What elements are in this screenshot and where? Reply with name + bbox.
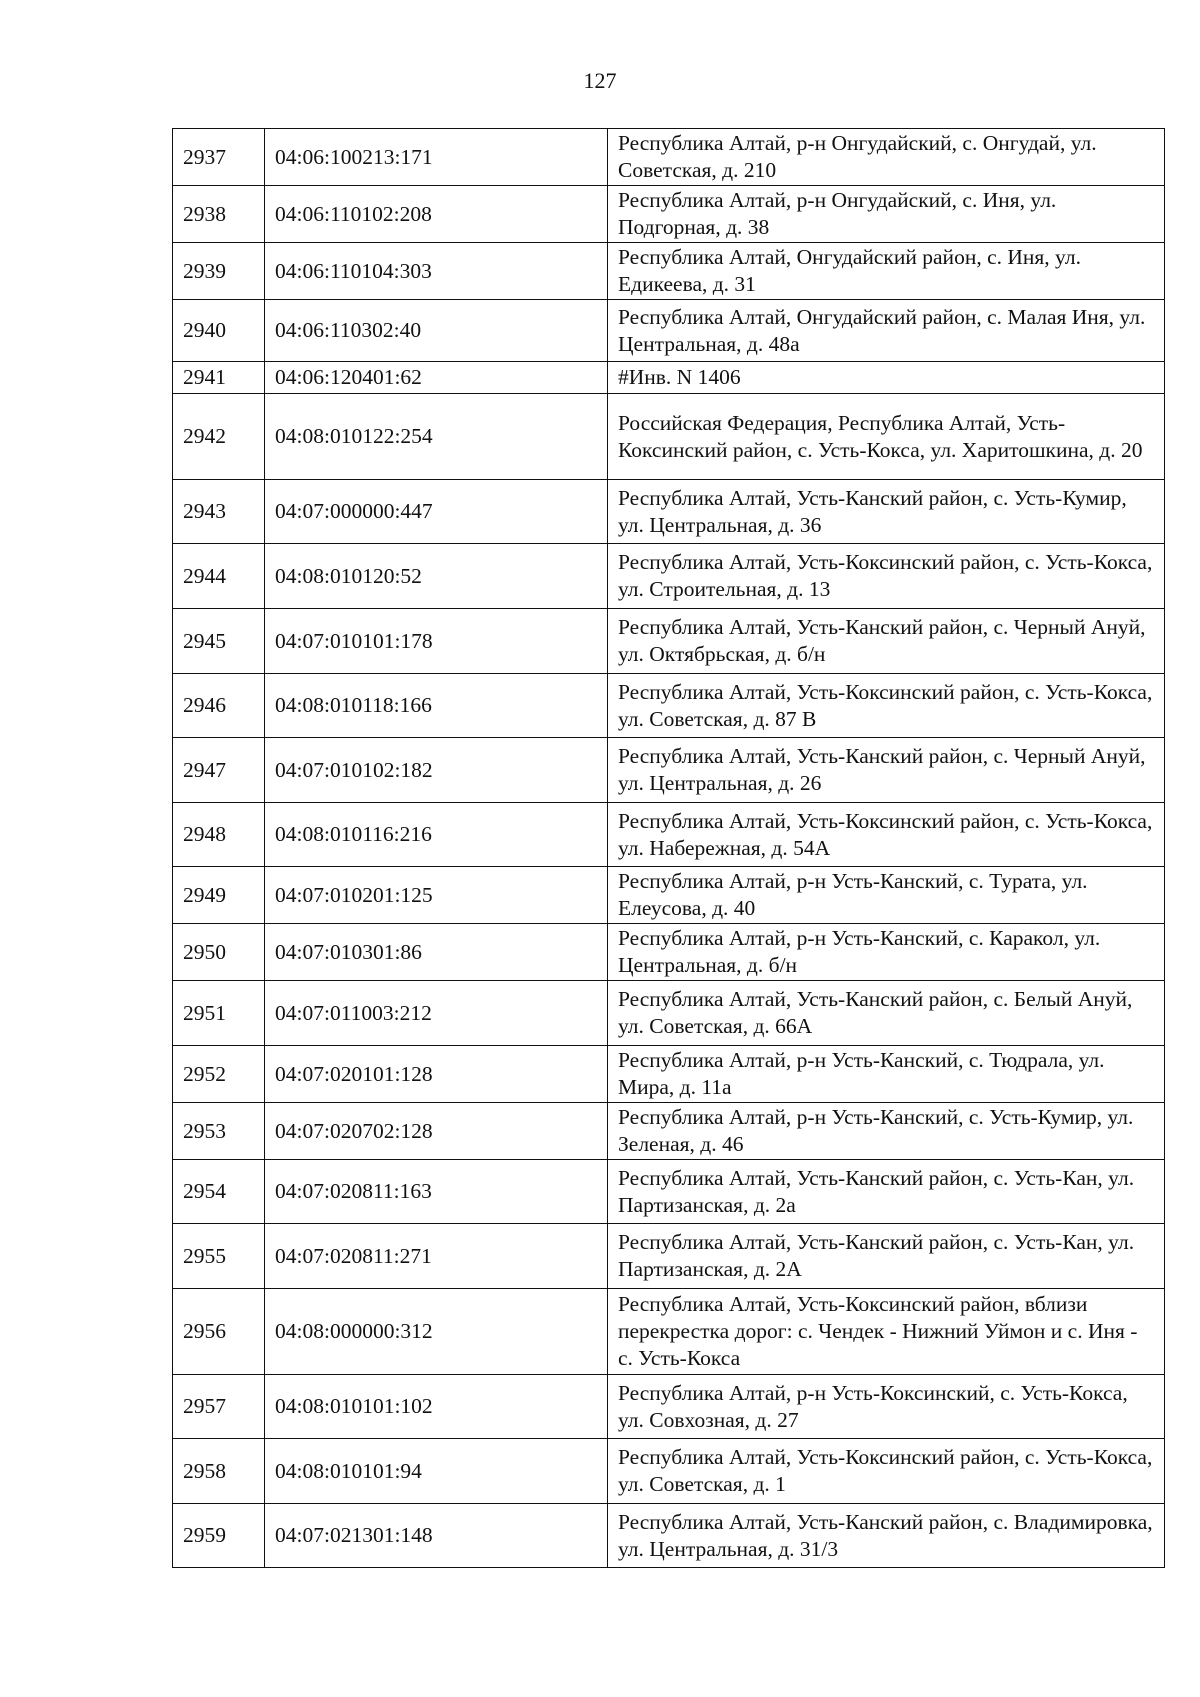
address-text: Российская Федерация, Республика Алтай, Усть-Коксинский район, с. Усть-Кокса, ул. Харитошкина, д. 20	[618, 410, 1143, 462]
cadastral-number-cell: 04:06:110302:40	[265, 300, 608, 362]
row-number-cell: 2951	[173, 981, 265, 1046]
cadastral-number-cell: 04:07:020811:163	[265, 1160, 608, 1224]
cadastral-number-cell: 04:08:010101:94	[265, 1439, 608, 1504]
address-text: Республика Алтай, Усть-Коксинский район, с. Усть-Кокса, ул. Советская, д. 87 В	[618, 679, 1153, 731]
table-row	[173, 300, 1165, 362]
cadastral-number-cell: 04:06:110104:303	[265, 243, 608, 300]
cadastral-number-cell: 04:08:010118:166	[265, 674, 608, 738]
row-number-cell: 2943	[173, 480, 265, 544]
address-text: Республика Алтай, Усть-Канский район, с. Усть-Кан, ул. Партизанская, д. 2А	[618, 1230, 1135, 1281]
address-cell	[608, 803, 1165, 867]
row-number-cell: 2954	[173, 1160, 265, 1224]
address-text: Республика Алтай, Усть-Канский район, с. Черный Ануй, ул. Центральная, д. 26	[618, 744, 1146, 795]
address-text: Республика Алтай, р-н Усть-Коксинский, с. Усть-Кокса, ул. Совхозная, д. 27	[618, 1380, 1128, 1432]
address-cell	[608, 867, 1165, 924]
address-cell	[608, 924, 1165, 981]
cadastral-number-cell: 04:08:010120:52	[265, 544, 608, 609]
cadastral-number-cell: 04:07:021301:148	[265, 1504, 608, 1568]
table-row	[173, 243, 1165, 300]
table-row	[173, 1046, 1165, 1103]
address-text: Республика Алтай, Усть-Канский район, с. Белый Ануй, ул. Советская, д. 66А	[618, 987, 1133, 1038]
address-text: Республика Алтай, Усть-Канский район, с. Усть-Кан, ул. Партизанская, д. 2а	[618, 1165, 1135, 1217]
row-number-cell: 2942	[173, 394, 265, 480]
table-row	[173, 867, 1165, 924]
table-row	[173, 129, 1165, 186]
row-number-cell: 2953	[173, 1103, 265, 1160]
row-number-cell: 2956	[173, 1289, 265, 1375]
address-text: Республика Алтай, Усть-Канский район, с. Черный Ануй, ул. Октябрьская, д. б/н	[618, 615, 1146, 666]
table-row	[173, 1103, 1165, 1160]
address-cell	[608, 1224, 1165, 1289]
table-row	[173, 924, 1165, 981]
row-number-cell: 2957	[173, 1375, 265, 1439]
address-text: Республика Алтай, Усть-Коксинский район, с. Усть-Кокса, ул. Советская, д. 1	[618, 1445, 1153, 1496]
table-row	[173, 981, 1165, 1046]
address-cell	[608, 1439, 1165, 1504]
row-number-cell: 2941	[173, 362, 265, 394]
address-cell	[608, 738, 1165, 803]
address-cell	[608, 1046, 1165, 1103]
address-text: Республика Алтай, р-н Усть-Канский, с. Усть-Кумир, ул. Зеленая, д. 46	[618, 1105, 1134, 1156]
cadastral-number-cell: 04:08:010101:102	[265, 1375, 608, 1439]
table-row	[173, 186, 1165, 243]
cadastral-number-cell: 04:07:010301:86	[265, 924, 608, 981]
cadastral-number-cell: 04:07:010102:182	[265, 738, 608, 803]
address-cell	[608, 480, 1165, 544]
cadastral-number-cell: 04:08:010122:254	[265, 394, 608, 480]
table-row	[173, 1439, 1165, 1504]
cadastral-number-cell: 04:07:010101:178	[265, 609, 608, 674]
address-cell	[608, 129, 1165, 186]
table-row	[173, 1504, 1165, 1568]
address-text: Республика Алтай, р-н Онгудайский, с. Онгудай, ул. Советская, д. 210	[618, 131, 1097, 182]
cadastral-number-cell: 04:07:011003:212	[265, 981, 608, 1046]
address-cell	[608, 981, 1165, 1046]
table-row	[173, 1160, 1165, 1224]
row-number-cell: 2938	[173, 186, 265, 243]
row-number-cell: 2947	[173, 738, 265, 803]
cadastral-number-cell: 04:07:020811:271	[265, 1224, 608, 1289]
table-body	[173, 129, 1165, 1568]
row-number-cell: 2955	[173, 1224, 265, 1289]
address-cell	[608, 1103, 1165, 1160]
cadastral-number-cell: 04:07:000000:447	[265, 480, 608, 544]
cadastral-number-cell: 04:07:010201:125	[265, 867, 608, 924]
address-text: Республика Алтай, р-н Усть-Канский, с. Турата, ул. Елеусова, д. 40	[618, 869, 1088, 920]
address-cell	[608, 1160, 1165, 1224]
table-row	[173, 544, 1165, 609]
address-cell	[608, 394, 1165, 480]
address-cell	[608, 1504, 1165, 1568]
cadastral-number-cell: 04:06:110102:208	[265, 186, 608, 243]
table-row	[173, 394, 1165, 480]
address-text: Республика Алтай, Онгудайский район, с. Иня, ул. Едикеева, д. 31	[618, 245, 1081, 296]
table-row	[173, 609, 1165, 674]
row-number-cell: 2958	[173, 1439, 265, 1504]
address-text: Республика Алтай, Усть-Канский район, с. Усть-Кумир, ул. Центральная, д. 36	[618, 485, 1127, 537]
address-text: Республика Алтай, Усть-Коксинский район, вблизи перекрестка дорог: с. Чендек - Нижний Уймон и с. Иня - с. Усть-Кокса	[618, 1292, 1138, 1370]
address-cell	[608, 300, 1165, 362]
row-number-cell: 2950	[173, 924, 265, 981]
address-cell	[608, 1289, 1165, 1375]
address-text: Республика Алтай, р-н Усть-Канский, с. Каракол, ул. Центральная, д. б/н	[618, 926, 1101, 977]
address-text: Республика Алтай, р-н Онгудайский, с. Иня, ул. Подгорная, д. 38	[618, 188, 1057, 239]
address-text: Республика Алтай, Онгудайский район, с. Малая Иня, ул. Центральная, д. 48а	[618, 304, 1146, 356]
table-row	[173, 803, 1165, 867]
row-number-cell: 2959	[173, 1504, 265, 1568]
cadastral-number-cell: 04:06:120401:62	[265, 362, 608, 394]
address-cell	[608, 544, 1165, 609]
row-number-cell: 2949	[173, 867, 265, 924]
row-number-cell: 2945	[173, 609, 265, 674]
cadastral-number-cell: 04:07:020101:128	[265, 1046, 608, 1103]
cadastral-number-cell: 04:08:010116:216	[265, 803, 608, 867]
table-row	[173, 362, 1165, 394]
row-number-cell: 2940	[173, 300, 265, 362]
row-number-cell: 2937	[173, 129, 265, 186]
address-cell	[608, 1375, 1165, 1439]
table-row	[173, 1289, 1165, 1375]
address-cell	[608, 186, 1165, 243]
address-text: Республика Алтай, Усть-Канский район, с. Владимировка, ул. Центральная, д. 31/3	[618, 1509, 1153, 1561]
row-number-cell: 2948	[173, 803, 265, 867]
property-registry-table	[172, 128, 1165, 1568]
address-text: Республика Алтай, Усть-Коксинский район, с. Усть-Кокса, ул. Строительная, д. 13	[618, 550, 1153, 601]
table-row	[173, 738, 1165, 803]
address-cell	[608, 243, 1165, 300]
address-cell	[608, 609, 1165, 674]
table-row	[173, 674, 1165, 738]
address-text: #Инв. N 1406	[618, 365, 741, 389]
page-number: 127	[583, 68, 617, 93]
row-number-cell: 2939	[173, 243, 265, 300]
address-cell	[608, 674, 1165, 738]
table-row	[173, 480, 1165, 544]
cadastral-number-cell: 04:06:100213:171	[265, 129, 608, 186]
table-row	[173, 1224, 1165, 1289]
row-number-cell: 2944	[173, 544, 265, 609]
row-number-cell: 2952	[173, 1046, 265, 1103]
address-text: Республика Алтай, Усть-Коксинский район, с. Усть-Кокса, ул. Набережная, д. 54А	[618, 808, 1153, 860]
cadastral-number-cell: 04:08:000000:312	[265, 1289, 608, 1375]
cadastral-number-cell: 04:07:020702:128	[265, 1103, 608, 1160]
table-row	[173, 1375, 1165, 1439]
address-cell	[608, 362, 1165, 394]
address-text: Республика Алтай, р-н Усть-Канский, с. Тюдрала, ул. Мира, д. 11а	[618, 1048, 1105, 1099]
row-number-cell: 2946	[173, 674, 265, 738]
